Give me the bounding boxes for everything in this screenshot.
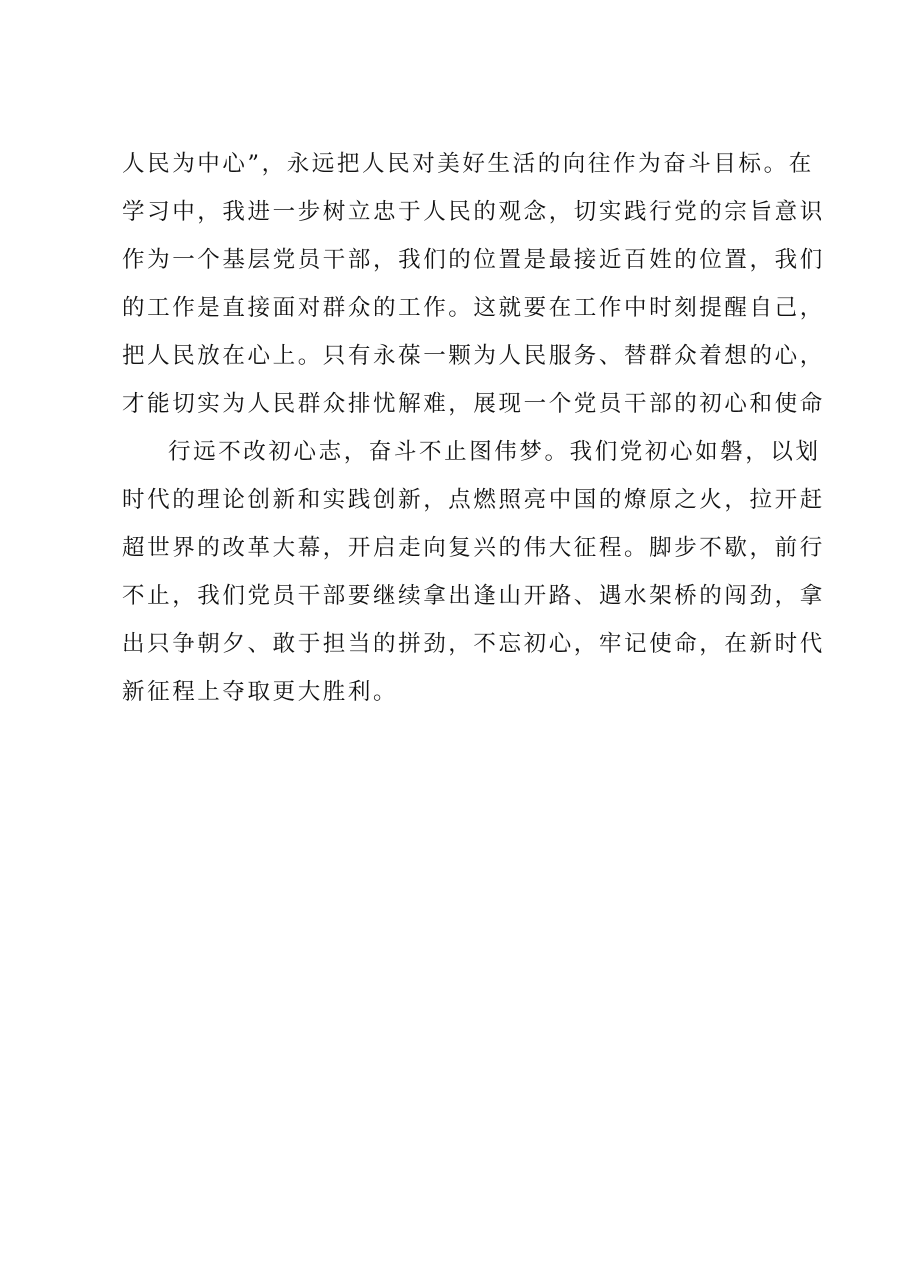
paragraph-1	[122, 140, 825, 428]
text-line: 超世界的改革大幕，开启走向复兴的伟大征程。脚步不歇，前行	[122, 535, 825, 561]
text-line: 人民为中心”，永远把人民对美好生活的向往作为奋斗目标。在	[122, 151, 814, 177]
text-line: 作为一个基层党员干部，我们的位置是最接近百姓的位置，我们	[122, 247, 825, 273]
text-line: 的工作是直接面对群众的工作。这就要在工作中时刻提醒自己，	[122, 295, 825, 321]
text-line: 新征程上夺取更大胜利。	[122, 679, 399, 705]
text-line: 时代的理论创新和实践创新，点燃照亮中国的燎原之火，拉开赶	[122, 487, 825, 513]
text-line: 学习中，我进一步树立忠于人民的观念，切实践行党的宗旨意识	[122, 199, 825, 225]
text-line: 才能切实为人民群众排忧解难，展现一个党员干部的初心和使命	[122, 391, 825, 417]
text-line: 把人民放在心上。只有永葆一颗为人民服务、替群众着想的心，	[122, 343, 825, 369]
text-line: 行远不改初心志，奋斗不止图伟梦。我们党初心如磐，以划	[168, 439, 821, 465]
paragraph-2	[122, 428, 825, 716]
body-text	[122, 140, 825, 716]
text-line: 不止，我们党员干部要继续拿出逢山开路、遇水架桥的闯劲，拿	[122, 583, 825, 609]
text-line: 出只争朝夕、敢于担当的拼劲，不忘初心，牢记使命，在新时代	[122, 631, 825, 657]
